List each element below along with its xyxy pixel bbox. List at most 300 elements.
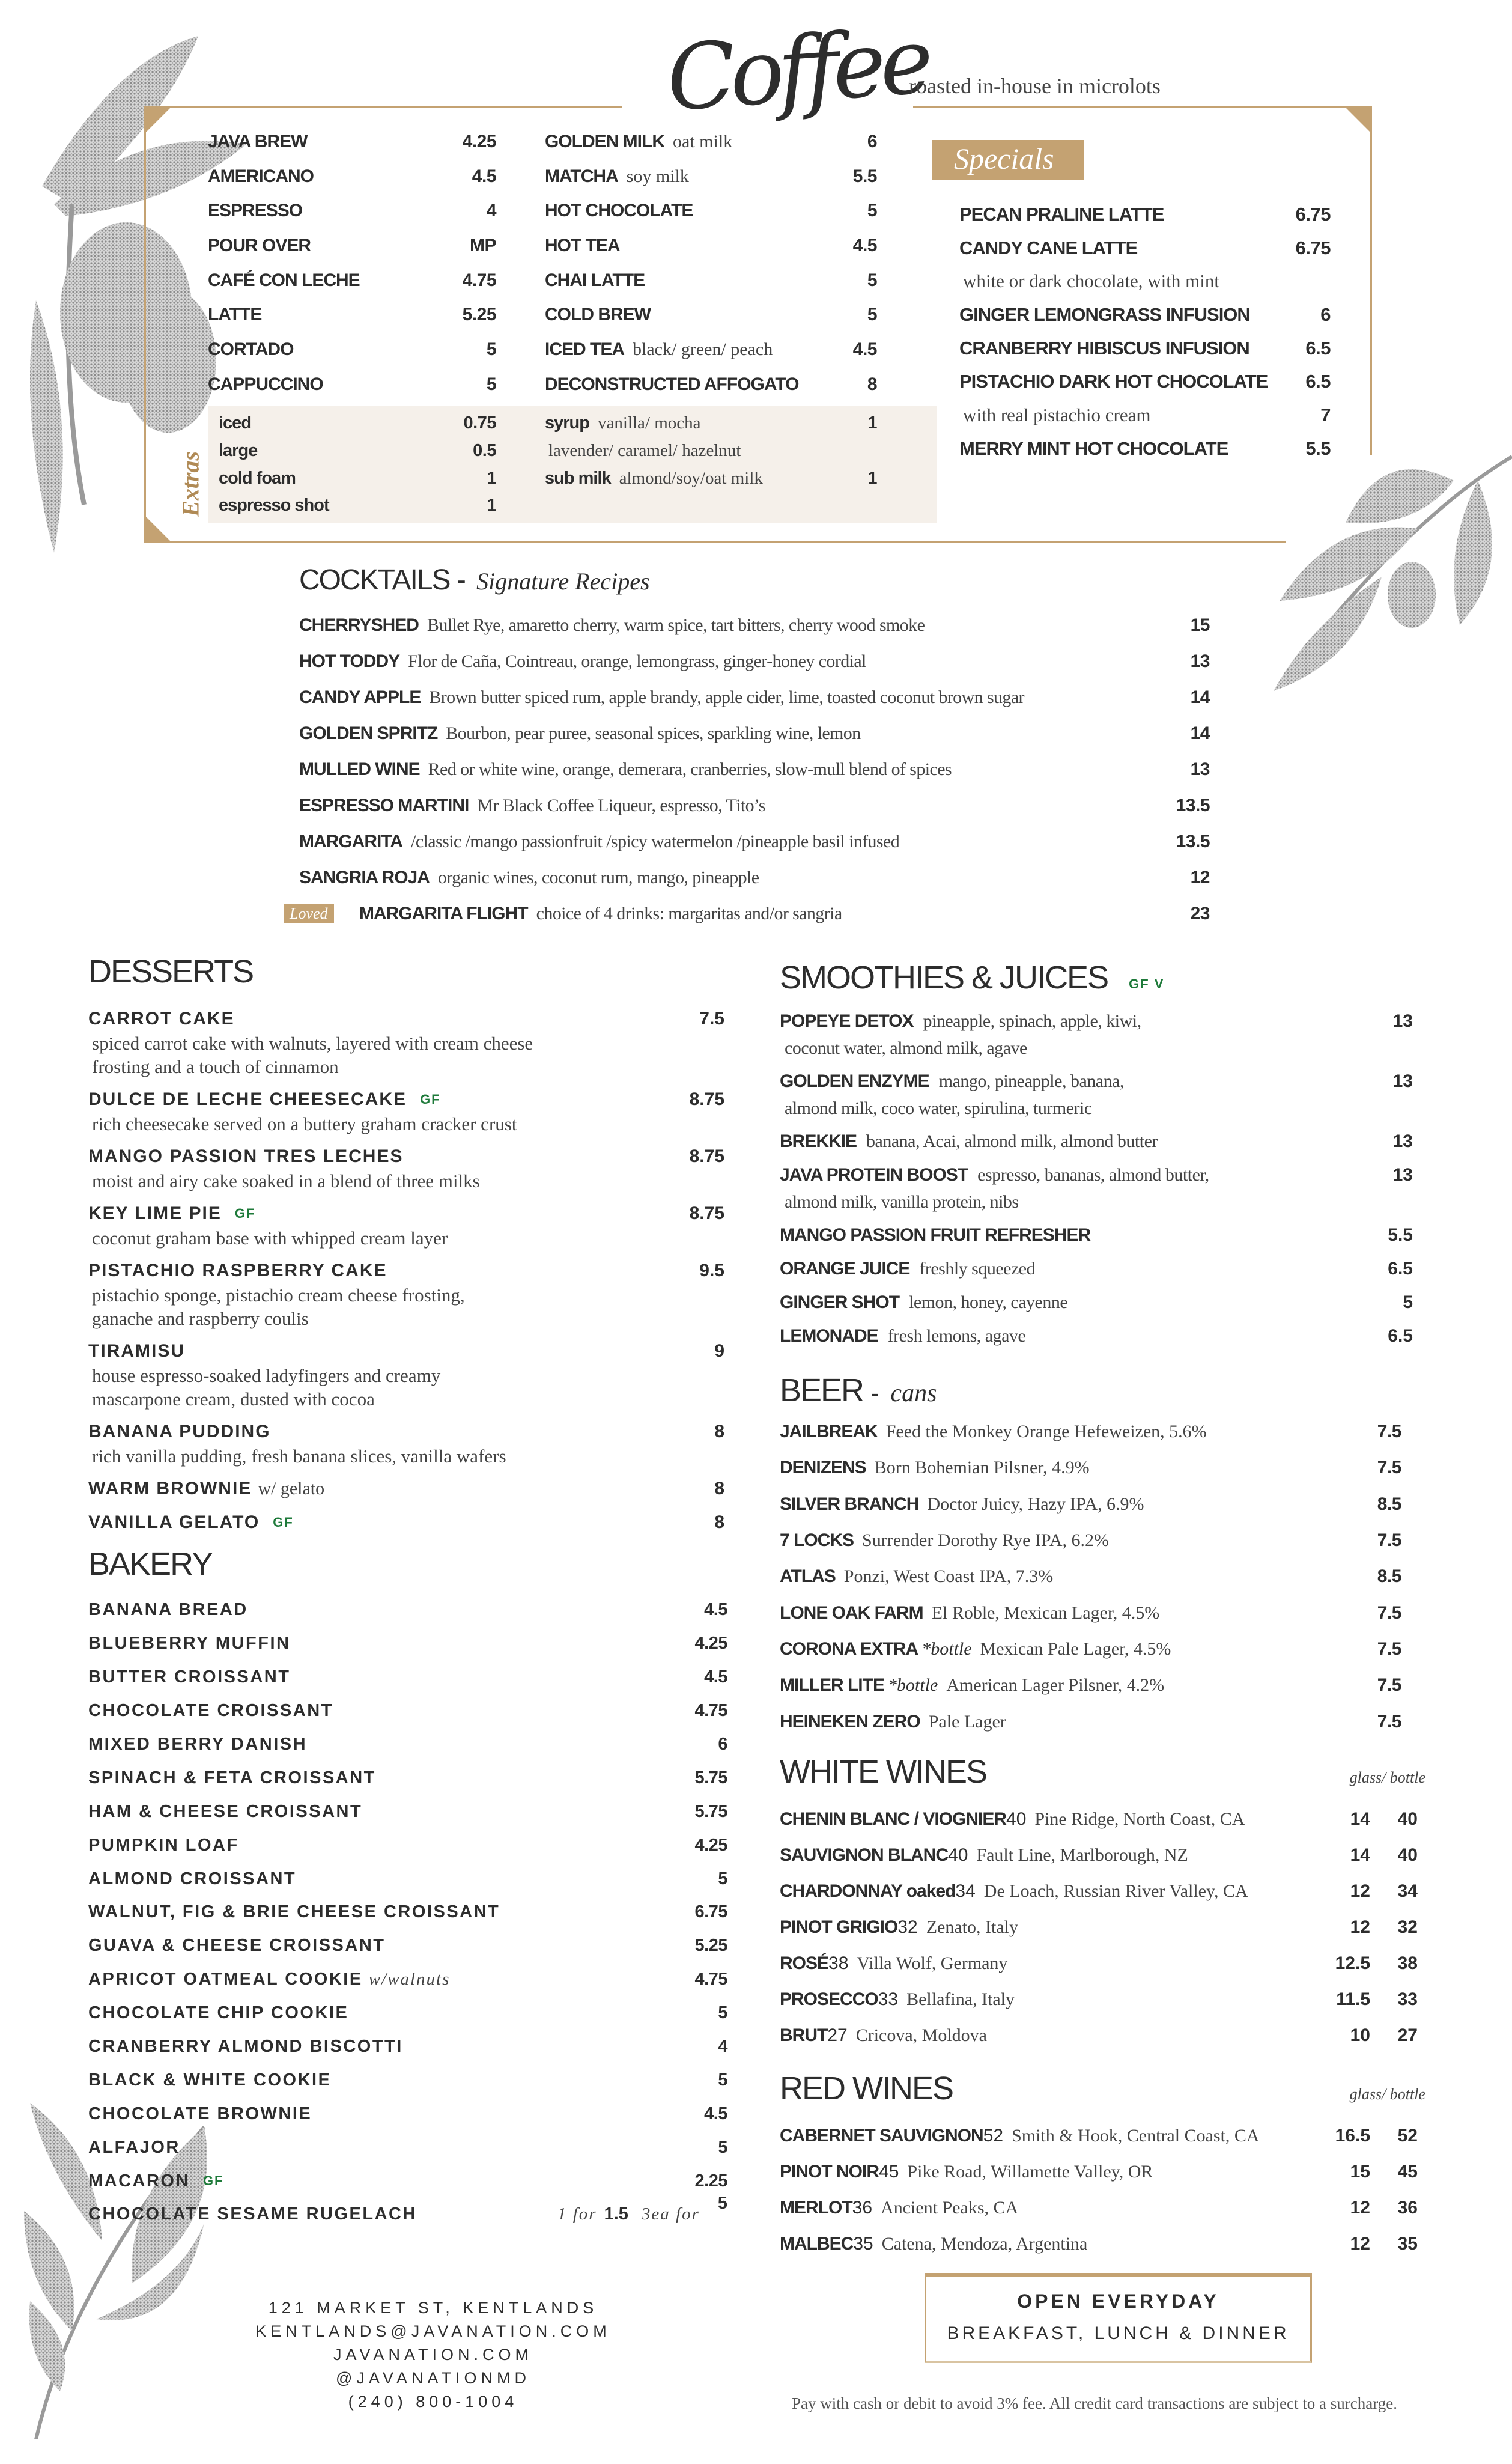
item-price: 6 (867, 131, 877, 151)
item-description: Red or white wine, orange, demerara, cranberries, slow-mull blend of spices (428, 759, 952, 779)
quantity-note: 1 for (557, 2204, 597, 2224)
bottle-price: 32 (1397, 1917, 1418, 1937)
glass-price: 12 (1350, 2198, 1370, 2218)
bottle-note: 36 (852, 2198, 873, 2218)
item-name: HOT TEA (545, 235, 620, 255)
contact-line: @JAVANATIONMD (336, 2369, 530, 2387)
item-price: 8.5 (1377, 1566, 1401, 1587)
item-description: rich vanilla pudding, fresh banana slices, vanilla wafers (92, 1446, 506, 1467)
item-description: Flor de Caña, Cointreau, orange, lemongrass, ginger-honey cordial (408, 651, 866, 671)
specials-list (959, 198, 1331, 466)
coffee-title: Coffee (663, 9, 931, 132)
glass-price: 11.5 (1336, 1989, 1370, 2009)
beer-heading (780, 1372, 937, 1409)
beer-separator: - (871, 1380, 878, 1407)
bottle-price: 40 (1397, 1809, 1418, 1829)
item-price: 8.75 (689, 1203, 724, 1223)
menu-item (299, 824, 1210, 860)
bottle-price: 45 (1397, 2162, 1418, 2182)
item-description: moist and airy cake soaked in a blend of three milks (92, 1170, 480, 1191)
item-name: CHOCOLATE CROISSANT (88, 1701, 333, 1721)
menu-item (208, 297, 496, 332)
item-name: MILLER LITE (780, 1675, 884, 1696)
item-name: SPINACH & FETA CROISSANT (88, 1768, 376, 1787)
menu-item (780, 2190, 1418, 2226)
menu-item (780, 2226, 1418, 2262)
smoothie-item (780, 1221, 1413, 1249)
item-price: 7.5 (1377, 1675, 1401, 1696)
item-description: /classic /mango passionfruit /spicy watermelon /pineapple basil infused (411, 832, 900, 851)
glass-price: 12 (1350, 1881, 1370, 1901)
item-note: oat milk (673, 131, 733, 151)
gluten-free-tag: GF (202, 2173, 224, 2189)
white-wines-title: WHITE WINES (780, 1754, 986, 1790)
item-name: MATCHA (545, 166, 618, 186)
item-name: BLACK & WHITE COOKIE (88, 2070, 332, 2090)
item-price: 4.5 (704, 1667, 727, 1687)
item-price: 4 (718, 2037, 727, 2057)
item-name: PINOT GRIGIO (780, 1917, 898, 1937)
menu-item (219, 492, 496, 520)
menu-item (545, 124, 877, 159)
item-name: SANGRIA ROJA (299, 868, 430, 887)
menu-item (88, 1828, 727, 1862)
menu-item (88, 2063, 727, 2097)
item-name: WALNUT, FIG & BRIE CHEESE CROISSANT (88, 1902, 500, 1922)
item-name: CABERNET SAUVIGNON (780, 2126, 983, 2146)
item-price: 6.5 (1388, 1326, 1413, 1346)
item-name: POPEYE DETOX (780, 1011, 914, 1031)
item-name: DENIZENS (780, 1458, 866, 1478)
item-name: JAVA BREW (208, 131, 308, 151)
item-note: with real pistachio cream (963, 404, 1151, 425)
contact-line: (240) 800-1004 (348, 2393, 518, 2411)
item-price: 5.5 (852, 166, 877, 186)
menu-item (219, 464, 496, 492)
bottle-note: *bottle (921, 1638, 972, 1659)
menu-item (88, 1795, 727, 1828)
item-name: VANILLA GELATO (88, 1512, 260, 1532)
hours-title: OPEN EVERYDAY (1017, 2290, 1219, 2312)
bottle-note: 52 (983, 2126, 1004, 2146)
item-name: CHAI LATTE (545, 270, 645, 290)
item-price: 13 (1392, 1165, 1413, 1185)
item-description: coconut water, almond milk, agave (785, 1038, 1027, 1058)
item-price: 1 (487, 468, 496, 488)
cocktails-separator: - (456, 564, 465, 596)
item-price: MP (470, 235, 496, 255)
item-price: 5 (486, 339, 496, 359)
contact-line: JAVANATION.COM (333, 2346, 533, 2364)
bottle-note: *bottle (887, 1675, 938, 1696)
menu-item (299, 752, 1210, 788)
cocktails-title: COCKTAILS (299, 564, 450, 596)
bottle-price: 27 (1397, 2025, 1418, 2045)
menu-item (780, 1450, 1401, 1486)
item-price: 7.5 (1377, 1530, 1401, 1551)
extras-list-left (219, 410, 496, 520)
item-price: 8.75 (689, 1146, 724, 1166)
item-name: PISTACHIO RASPBERRY CAKE (88, 1261, 387, 1280)
menu-item (88, 2194, 727, 2231)
item-description: Catena, Mendoza, Argentina (881, 2234, 1088, 2254)
menu-item (780, 1909, 1418, 1945)
smoothie-name-line (780, 1161, 1413, 1189)
item-name: MARGARITA FLIGHT (359, 904, 528, 923)
bottle-note: 40 (948, 1845, 968, 1865)
gluten-free-tag: GF (234, 1206, 256, 1221)
item-price: 4.25 (694, 1835, 727, 1855)
menu-item (780, 2018, 1418, 2054)
menu-item (545, 263, 877, 298)
item-name: ORANGE JUICE (780, 1259, 910, 1279)
menu-item (88, 1862, 727, 1896)
smoothie-item (780, 1128, 1413, 1155)
glass-price: 12.5 (1335, 1953, 1370, 1973)
menu-item (545, 437, 877, 465)
item-price: 13 (1190, 651, 1210, 671)
menu-item (88, 1728, 727, 1762)
bottle-price: 40 (1397, 1845, 1418, 1865)
item-price: 7.5 (1377, 1422, 1401, 1442)
menu-item (88, 2030, 727, 2064)
item-name: BUTTER CROISSANT (88, 1667, 291, 1687)
item-price: 7 (1320, 404, 1331, 425)
item-description: rich cheesecake served on a buttery graham cracker crust (92, 1113, 517, 1134)
item-price: 5 (718, 2137, 727, 2157)
menu-item (780, 2154, 1418, 2190)
item-description: American Lager Pilsner, 4.2% (946, 1675, 1165, 1696)
item-price: 5 (867, 201, 877, 221)
item-name: CORONA EXTRA (780, 1638, 918, 1659)
white-wines-price-header: glass/ bottle (1349, 1769, 1425, 1786)
item-price: 5.25 (462, 305, 496, 325)
item-description: Mr Black Coffee Liqueur, espresso, Tito’s (477, 795, 765, 815)
frame-bottom-line (144, 541, 1286, 543)
item-name: CHOCOLATE BROWNIE (88, 2104, 312, 2123)
menu-item (545, 332, 877, 367)
beer-subtitle: cans (890, 1380, 937, 1407)
item-price: 5.75 (694, 1801, 727, 1821)
item-price: 6.5 (1305, 371, 1331, 392)
item-price: 5 (867, 270, 877, 290)
bottle-note: 35 (853, 2234, 873, 2254)
item-name: HOT CHOCOLATE (545, 201, 693, 221)
menu-item (959, 298, 1331, 332)
item-name: CAPPUCCINO (208, 374, 323, 394)
item-note: fresh lemons, agave (887, 1326, 1026, 1346)
item-name: MULLED WINE (299, 759, 420, 779)
menu-item (545, 464, 877, 492)
item-name: LATTE (208, 305, 262, 325)
bottle-price: 36 (1397, 2198, 1418, 2218)
item-name: ESPRESSO (208, 201, 303, 221)
coffee-list-left (208, 124, 496, 402)
red-wines-list (780, 2118, 1418, 2262)
item-name: GUAVA & CHEESE CROISSANT (88, 1936, 386, 1956)
bottle-price: 35 (1397, 2234, 1418, 2254)
item-name: JAVA PROTEIN BOOST (780, 1165, 968, 1185)
item-name: PROSECCO (780, 1989, 878, 2009)
item-price: 1 (867, 413, 877, 433)
item-name: espresso shot (219, 496, 329, 516)
item-price: 6 (718, 1735, 727, 1754)
menu-item (88, 1896, 727, 1929)
menu-item (299, 607, 1210, 643)
item-description: Pike Road, Willamette Valley, OR (907, 2162, 1153, 2182)
dessert-item (88, 1476, 724, 1501)
item-note: lemon, honey, cayenne (909, 1292, 1068, 1312)
menu-item (780, 1486, 1401, 1523)
glass-price: 12 (1350, 2234, 1370, 2254)
item-name: CHERRYSHED (299, 615, 419, 635)
item-name: ICED TEA (545, 339, 625, 359)
item-price: 4.75 (694, 1701, 727, 1721)
contact-line: KENTLANDS@JAVANATION.COM (255, 2322, 611, 2340)
item-name: PUMPKIN LOAF (88, 1835, 239, 1855)
item-price: 8.75 (689, 1089, 724, 1109)
menu-item (88, 1593, 727, 1627)
item-price: 13 (1392, 1011, 1413, 1031)
menu-item (780, 1837, 1418, 1873)
item-description: ganache and raspberry coulis (92, 1308, 309, 1329)
item-price: 0.75 (463, 413, 496, 433)
item-price: 12 (1190, 868, 1210, 887)
item-name: APRICOT OATMEAL COOKIE (88, 1970, 363, 1989)
item-name: BRUT (780, 2025, 828, 2045)
item-description: El Roble, Mexican Lager, 4.5% (931, 1602, 1160, 1623)
item-price: 9.5 (699, 1261, 724, 1280)
glass-price: 14 (1350, 1845, 1370, 1865)
item-price: 23 (1190, 904, 1210, 923)
item-price: 13 (1190, 759, 1210, 779)
item-price: 1 (867, 468, 877, 488)
beer-list (780, 1414, 1401, 1740)
item-price: 7.5 (1377, 1638, 1401, 1659)
item-price: 4.5 (704, 2104, 727, 2123)
smoothie-item (780, 1289, 1413, 1316)
item-description: spiced carrot cake with walnuts, layered with cream cheese (92, 1033, 533, 1054)
menu-item (299, 788, 1210, 824)
item-price: 14 (1190, 687, 1210, 707)
item-name: GOLDEN MILK (545, 131, 664, 151)
menu-item (219, 410, 496, 437)
menu-item (545, 297, 877, 332)
cocktails-heading (299, 564, 650, 597)
item-price: 9 (714, 1341, 724, 1361)
item-name: MARGARITA (299, 832, 403, 851)
item-price: 1 (487, 496, 496, 516)
item-name: cold foam (219, 468, 296, 488)
item-description: Bellafina, Italy (906, 1989, 1015, 2009)
menu-item (88, 1694, 727, 1728)
menu-item (780, 1703, 1401, 1739)
menu-item (959, 198, 1331, 231)
item-description: Born Bohemian Pilsner, 4.9% (874, 1458, 1090, 1478)
menu-item (208, 367, 496, 402)
menu-item (780, 1523, 1401, 1559)
bottle-note: 45 (879, 2162, 899, 2182)
item-note: w/ gelato (258, 1479, 325, 1498)
extras-label: Extras (177, 451, 204, 517)
bottle-note: 34 (955, 1881, 976, 1901)
item-note: w/walnuts (368, 1970, 451, 1989)
item-note: almond/soy/oat milk (619, 468, 763, 488)
item-name: TIRAMISU (88, 1341, 185, 1361)
frame-top-right-line (913, 106, 1372, 108)
smoothie-name-line (780, 1008, 1413, 1035)
item-price: 6.5 (1388, 1259, 1413, 1279)
item-name: CAFÉ CON LECHE (208, 270, 360, 290)
hours-subtitle: BREAKFAST, LUNCH & DINNER (947, 2323, 1290, 2343)
smoothie-item (780, 1008, 1413, 1062)
item-name: DECONSTRUCTED AFFOGATO (545, 374, 799, 394)
smoothies-title: SMOOTHIES & JUICES (780, 960, 1108, 996)
item-name: PINOT NOIR (780, 2162, 879, 2182)
menu-item (780, 1667, 1401, 1703)
menu-item (290, 896, 1210, 932)
menu-item (780, 1982, 1418, 2018)
item-name: HOT TODDY (299, 651, 400, 671)
item-price: 6.75 (1295, 237, 1331, 258)
item-note: freshly squeezed (919, 1259, 1036, 1279)
frame-corner-top-right (1346, 108, 1370, 132)
item-name: BANANA PUDDING (88, 1422, 271, 1441)
item-price: 8 (714, 1422, 724, 1441)
coffee-branch-illustration-right (1262, 445, 1512, 697)
item-price: 13 (1392, 1071, 1413, 1091)
item-price: 6.75 (694, 1902, 727, 1922)
item-name: POUR OVER (208, 235, 311, 255)
item-description: Pine Ridge, North Coast, CA (1034, 1809, 1245, 1829)
item-name: HAM & CHEESE CROISSANT (88, 1801, 363, 1821)
item-description: Doctor Juicy, Hazy IPA, 6.9% (927, 1494, 1144, 1514)
glass-price: 12 (1350, 1917, 1370, 1937)
menu-item (959, 264, 1331, 298)
item-name: CANDY CANE LATTE (959, 237, 1138, 258)
item-price: 4.5 (472, 166, 496, 186)
item-description: Mexican Pale Lager, 4.5% (980, 1638, 1171, 1659)
surcharge-note: Pay with cash or debit to avoid 3% fee. All credit card transactions are subject to a surcharge. (792, 2394, 1397, 2412)
item-price: 5 (486, 374, 496, 394)
bakery-title: BAKERY (88, 1546, 213, 1582)
item-name: GOLDEN SPRITZ (299, 723, 438, 743)
frame-top-left-line (145, 106, 622, 108)
item-name: COLD BREW (545, 305, 651, 325)
menu-item (208, 193, 496, 228)
glass-price: 16.5 (1335, 2126, 1370, 2146)
item-name: large (219, 441, 258, 461)
smoothie-name-line (780, 1255, 1413, 1283)
item-price: 7.5 (699, 1009, 724, 1029)
menu-item (88, 2164, 727, 2198)
item-name: MACARON (88, 2171, 190, 2191)
item-price: 5.75 (694, 1768, 727, 1787)
item-description: Pale Lager (928, 1711, 1006, 1732)
item-name: ESPRESSO MARTINI (299, 795, 469, 815)
item-price: 4.25 (462, 131, 496, 151)
item-price: 8.5 (1377, 1494, 1401, 1514)
red-wines-title: RED WINES (780, 2070, 953, 2107)
menu-item (88, 1627, 727, 1661)
frame-left-line (144, 106, 146, 543)
extras-list-right (545, 410, 877, 492)
item-price: 4.5 (852, 235, 877, 255)
item-name: CHOCOLATE SESAME RUGELACH (88, 2204, 417, 2224)
bottle-note: 32 (897, 1917, 918, 1937)
dessert-item (88, 1258, 724, 1330)
menu-item (780, 1414, 1401, 1450)
item-description: Zenato, Italy (926, 1917, 1019, 1937)
menu-item (88, 2131, 727, 2164)
item-price: 5.25 (694, 1936, 727, 1956)
smoothie-name-line (780, 1068, 1413, 1095)
item-price: 5 (718, 2070, 727, 2090)
item-price: 4.75 (694, 1970, 727, 1989)
price-single: 1.5 (604, 2204, 628, 2224)
item-name: GOLDEN ENZYME (780, 1071, 929, 1091)
frame-corner-top-left (146, 108, 170, 132)
item-price: 5 (718, 1869, 727, 1888)
item-note: vanilla/ mocha (597, 413, 701, 433)
rugelach-pricing (551, 2194, 727, 2224)
item-price: 6.75 (1295, 203, 1331, 225)
item-price: 15 (1190, 615, 1210, 635)
item-note: black/ green/ peach (633, 339, 773, 359)
menu-item (959, 332, 1331, 365)
menu-item (780, 1801, 1418, 1837)
item-name: SAUVIGNON BLANC (780, 1845, 949, 1865)
menu-item (88, 1761, 727, 1795)
item-description: Ponzi, West Coast IPA, 7.3% (843, 1566, 1054, 1587)
item-description: house espresso-soaked ladyfingers and creamy (92, 1365, 441, 1386)
item-price: 5 (1403, 1292, 1413, 1312)
menu-item (545, 159, 877, 194)
item-price: 8 (867, 374, 877, 394)
dessert-name-line (88, 1201, 724, 1226)
smoothies-list (780, 1008, 1413, 1356)
dessert-name-line (88, 1476, 724, 1501)
item-name: MALBEC (780, 2234, 854, 2254)
red-wines-price-header: glass/ bottle (1349, 2085, 1425, 2103)
menu-item (959, 398, 1331, 432)
item-note: white or dark chocolate, with mint (963, 270, 1219, 292)
bottle-note: 38 (828, 1953, 849, 1973)
item-name: syrup (545, 413, 589, 433)
item-name: ALMOND CROISSANT (88, 1869, 297, 1888)
gluten-free-tag: GF (273, 1515, 294, 1530)
menu-item (780, 2118, 1418, 2154)
dessert-name-line (88, 1339, 724, 1364)
item-price: 13.5 (1176, 832, 1210, 851)
dessert-name-line (88, 1510, 724, 1535)
frame-right-line (1370, 106, 1372, 455)
specials-badge: Specials (932, 140, 1084, 180)
dessert-name-line (88, 1258, 724, 1283)
item-description: Feed the Monkey Orange Hefeweizen, 5.6% (885, 1422, 1207, 1442)
item-name: JAILBREAK (780, 1422, 878, 1442)
item-note: soy milk (626, 166, 689, 186)
dessert-name-line (88, 1144, 724, 1169)
item-description: pistachio sponge, pistachio cream cheese frosting, (92, 1285, 465, 1306)
item-price: 4 (486, 201, 496, 221)
menu-item (208, 263, 496, 298)
menu-item (959, 432, 1331, 466)
menu-item (780, 1559, 1401, 1595)
cocktails-list (290, 607, 1210, 932)
item-name: CARROT CAKE (88, 1009, 235, 1029)
item-name: DULCE DE LECHE CHEESECAKE (88, 1089, 407, 1109)
